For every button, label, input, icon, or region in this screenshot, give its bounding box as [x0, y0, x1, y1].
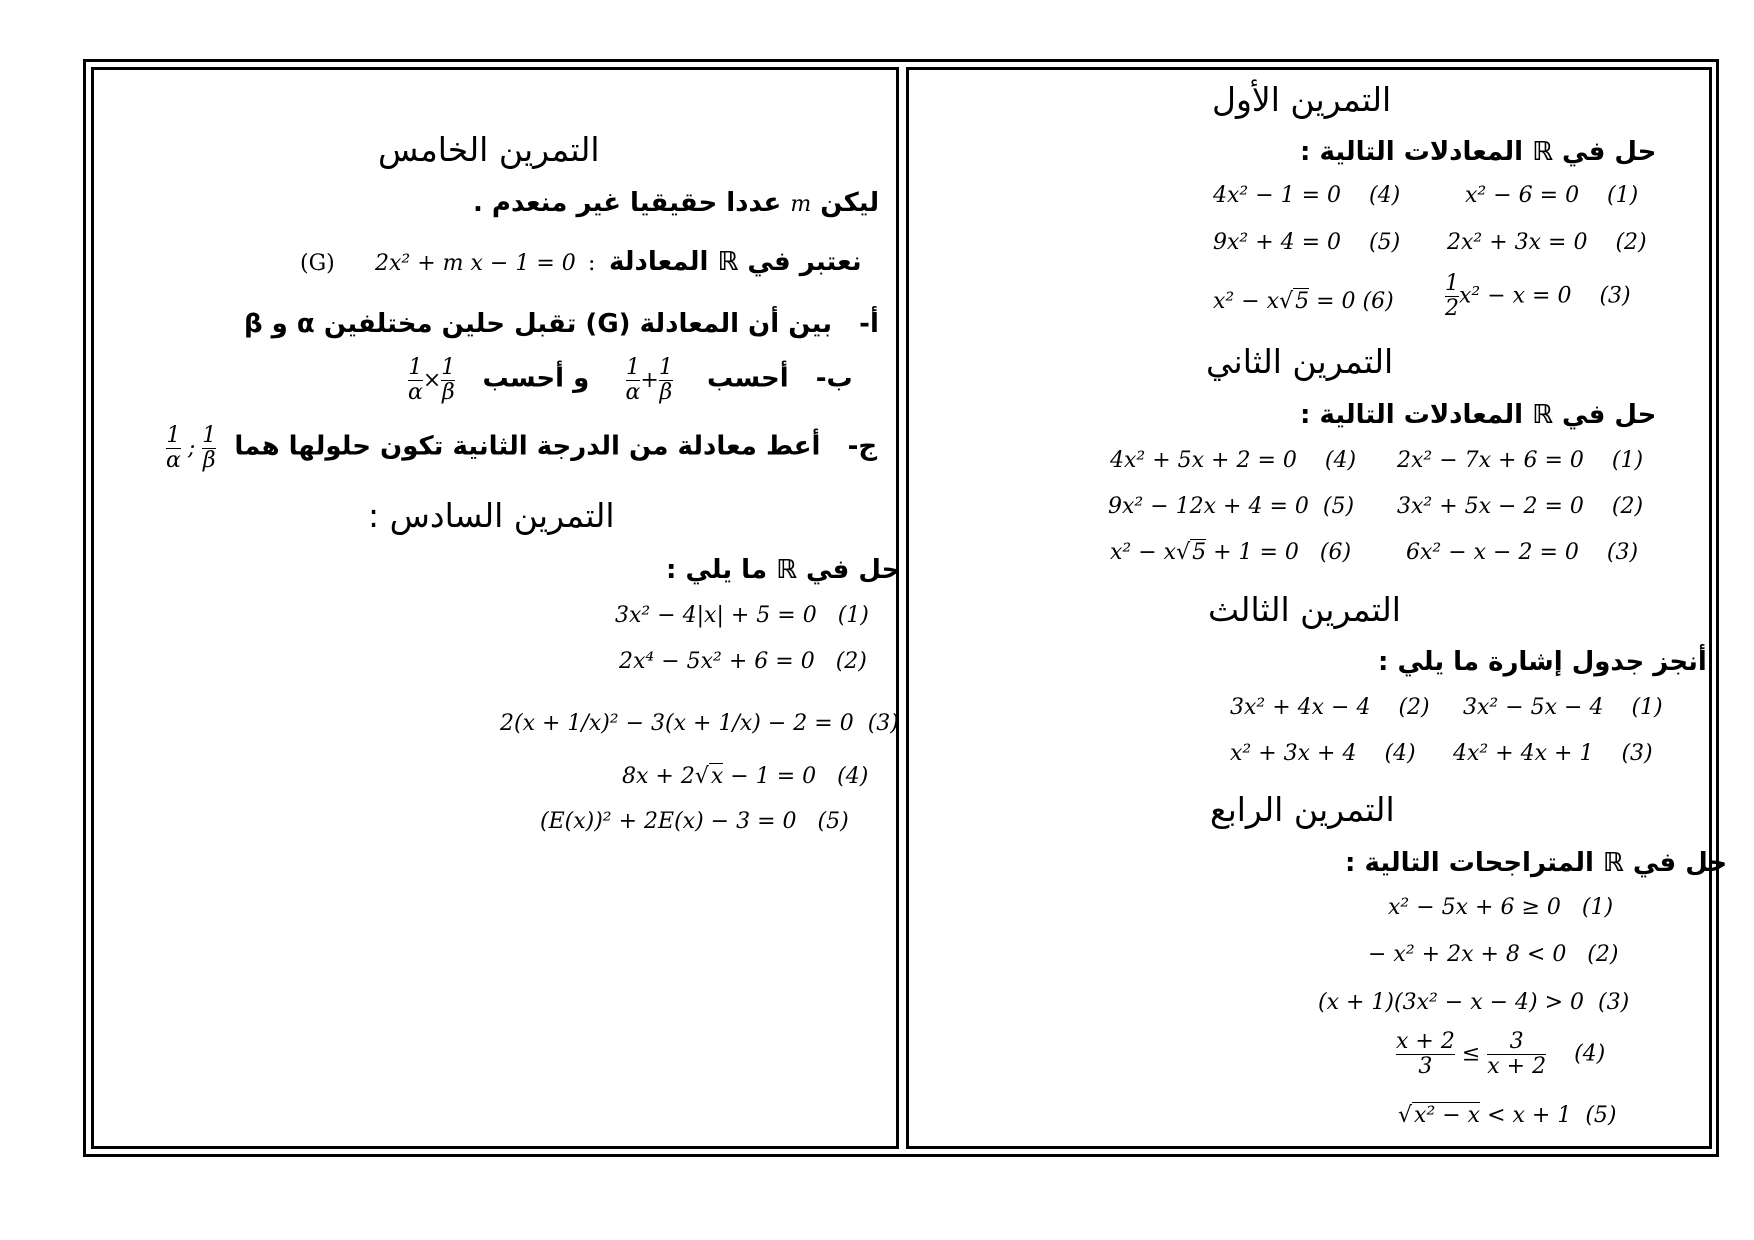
ex3-eq2: 3x² + 4x − 4 (2): [1230, 695, 1430, 720]
ex4-ineq5: √x² − x < x + 1 (5): [1398, 1103, 1617, 1128]
ex6-title: التمرين السادس :: [368, 496, 615, 535]
ex5-question-c: ج- أعط معادلة من الدرجة الثانية تكون حلولها هما $\frac{1}{\alpha}$ ; $\frac{1}{\beta}$: [166, 423, 878, 473]
ex2-eq5: 9x² − 12x + 4 = 0 (5): [1108, 494, 1355, 519]
ex5-equation-label: (G): [300, 251, 335, 276]
ex1-eq4: 4x² − 1 = 0 (4): [1213, 183, 1401, 208]
ex5-title: التمرين الخامس: [378, 130, 600, 169]
ex2-eq6: x² − x√5 + 1 = 0 (6): [1110, 540, 1352, 565]
ex6-instruction: حل في ℝ ما يلي :: [666, 555, 901, 585]
ex4-title: التمرين الرابع: [1210, 790, 1395, 829]
ex2-eq1: 2x² − 7x + 6 = 0 (1): [1397, 448, 1644, 473]
ex6-eq2: 2x⁴ − 5x² + 6 = 0 (2): [619, 649, 867, 674]
ex1-eq2: 2x² + 3x = 0 (2): [1447, 230, 1647, 255]
ex3-eq1: 3x² − 5x − 4 (1): [1463, 695, 1663, 720]
ex3-eq4: x² + 3x + 4 (4): [1230, 741, 1416, 766]
ex6-eq5: (E(x))² + 2E(x) − 3 = 0 (5): [540, 809, 849, 834]
ex4-instruction: حل في ℝ المتراجحات التالية :: [1345, 848, 1728, 878]
ex3-title: التمرين الثالث: [1208, 590, 1401, 629]
ex6-eq4: 8x + 2√x − 1 = 0 (4): [622, 764, 869, 789]
ex1-eq6: x² − x√5 = 0 (6): [1213, 289, 1394, 314]
ex4-ineq3: (x + 1)(3x² − x − 4) > 0 (3): [1318, 990, 1630, 1015]
ex3-eq3: 4x² + 4x + 1 (3): [1453, 741, 1653, 766]
ex4-ineq4: $\frac{x + 2}{3}$ ≤ $\frac{3}{x + 2}$ (4): [1396, 1029, 1606, 1079]
ex5-equation: 2x² + m x − 1 = 0: [375, 251, 576, 276]
ex3-instruction: أنجز جدول إشارة ما يلي :: [1378, 647, 1707, 677]
ex1-eq5: 9x² + 4 = 0 (5): [1213, 230, 1401, 255]
ex5-line2-colon: :: [588, 251, 596, 276]
ex5-question-a: أ- بين أن المعادلة (G) تقبل حلين مختلفين α و β: [244, 309, 879, 339]
ex2-instruction: حل في ℝ المعادلات التالية :: [1300, 400, 1657, 430]
ex2-eq4: 4x² + 5x + 2 = 0 (4): [1110, 448, 1357, 473]
ex1-eq3: $\frac{1}{2}$ x² − x = 0 (3): [1445, 271, 1631, 321]
ex2-title: التمرين الثاني: [1206, 342, 1394, 381]
ex6-eq1: 3x² − 4|x| + 5 = 0 (1): [615, 603, 869, 628]
ex6-eq3: 2(x + 1/x)² − 3(x + 1/x) − 2 = 0 (3): [500, 711, 899, 736]
ex2-eq2: 3x² + 5x − 2 = 0 (2): [1397, 494, 1644, 519]
ex5-question-b: ب- أحسب $\frac{1}{\alpha}$ + $\frac{1}{\beta}$ و أحسب $\frac{1}{\alpha}$ × $\frac{1}{\beta}$: [408, 355, 853, 405]
ex2-eq3: 6x² − x − 2 = 0 (3): [1406, 540, 1639, 565]
ex4-ineq2: − x² + 2x + 8 < 0 (2): [1368, 942, 1619, 967]
ex5-line1: ليكن m عددا حقيقيا غير منعدم .: [473, 188, 880, 218]
ex5-line2-text: نعتبر في ℝ المعادلة: [609, 247, 862, 277]
ex1-title: التمرين الأول: [1212, 80, 1392, 119]
ex1-instruction: حل في ℝ المعادلات التالية :: [1300, 137, 1657, 167]
ex1-eq1: x² − 6 = 0 (1): [1465, 183, 1639, 208]
ex4-ineq1: x² − 5x + 6 ≥ 0 (1): [1388, 895, 1614, 920]
